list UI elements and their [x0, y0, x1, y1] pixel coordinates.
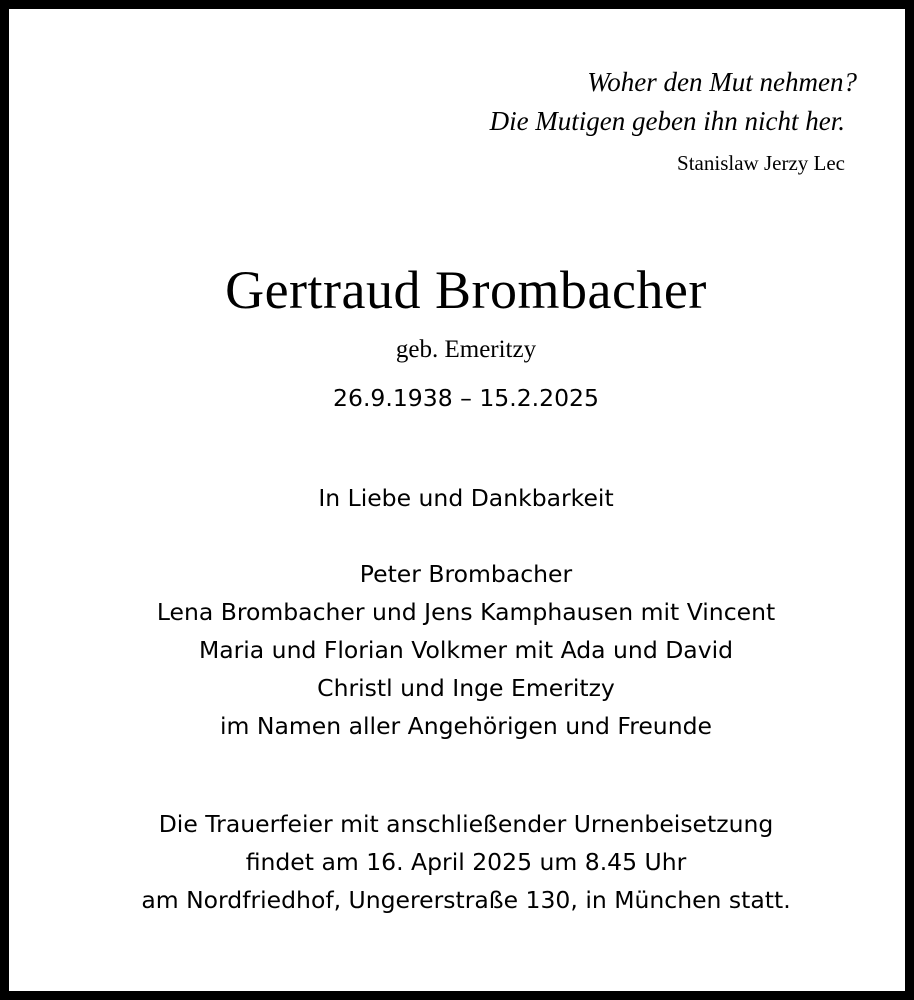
mourner-line: Christl und Inge Emeritzy [317, 674, 615, 702]
dedication: In Liebe und Dankbarkeit [318, 484, 614, 512]
deceased-name: Gertraud Brombacher [225, 260, 707, 320]
mourner-line: im Namen aller Angehörigen und Freunde [220, 712, 712, 740]
ceremony-line: Die Trauerfeier mit anschließender Urnenbeisetzung [158, 810, 774, 838]
life-dates: 26.9.1938 – 15.2.2025 [333, 384, 599, 412]
quote-author: Stanislaw Jerzy Lec [677, 151, 845, 175]
mourner-line: Peter Brombacher [359, 560, 573, 588]
mourner-line: Lena Brombacher und Jens Kamphausen mit Vincent [156, 598, 776, 626]
maiden-name: geb. Emeritzy [395, 336, 537, 363]
ceremony-info [9, 805, 914, 919]
quote-line-1: Woher den Mut nehmen? [587, 67, 857, 97]
ceremony-line: findet am 16. April 2025 um 8.45 Uhr [245, 848, 687, 876]
mourners-list [9, 555, 914, 745]
quote-line-2: Die Mutigen geben ihn nicht her. [489, 106, 845, 136]
ceremony-line: am Nordfriedhof, Ungererstraße 130, in München statt. [141, 886, 791, 914]
mourner-line: Maria und Florian Volkmer mit Ada und David [198, 636, 734, 664]
